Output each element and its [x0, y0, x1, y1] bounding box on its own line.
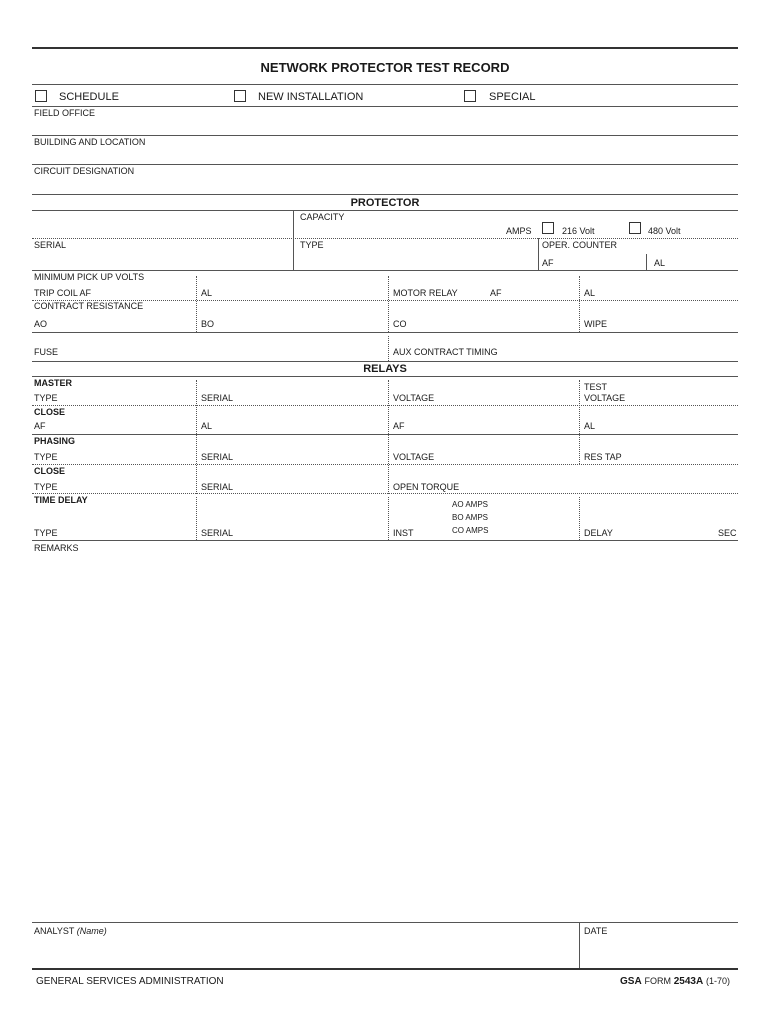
circuit-designation-label: CIRCUIT DESIGNATION: [34, 166, 135, 176]
motor-al-label: AL: [584, 288, 596, 298]
rule: [32, 210, 738, 211]
phasing-heading: PHASING: [34, 436, 76, 446]
rule: [32, 376, 738, 377]
test-voltage-label-2: VOLTAGE: [584, 393, 626, 403]
special-checkbox[interactable]: [464, 90, 476, 102]
col-divider: [579, 380, 580, 464]
master-serial-label: SERIAL: [201, 393, 234, 403]
col-divider: [646, 254, 647, 270]
bo-label: BO: [201, 319, 215, 329]
form-id: [620, 977, 730, 987]
type-label: TYPE: [300, 240, 324, 250]
capacity-label: CAPACITY: [300, 212, 345, 222]
bo-amps-label: BO AMPS: [452, 513, 489, 522]
analyst-label: [34, 927, 107, 936]
analyst-text: ANALYST: [34, 926, 75, 936]
close1-af2-label: AF: [393, 421, 405, 431]
col-divider: [293, 210, 294, 270]
col-divider: [196, 497, 197, 540]
contact-resistance-label: CONTRACT RESISTANCE: [34, 301, 144, 311]
td-type-label: TYPE: [34, 528, 58, 538]
time-delay-heading: TIME DELAY: [34, 495, 88, 505]
analyst-name-hint: (Name): [76, 926, 107, 936]
col-divider: [388, 497, 389, 540]
rule: [32, 84, 738, 85]
open-torque-label: OPEN TORQUE: [393, 482, 460, 492]
form-gsa: GSA: [620, 976, 642, 987]
rule: [32, 434, 738, 435]
close1-al2-label: AL: [584, 421, 596, 431]
ao-amps-label: AO AMPS: [452, 500, 489, 509]
new-installation-label: NEW INSTALLATION: [258, 91, 364, 103]
co-label: CO: [393, 319, 407, 329]
page-title: NETWORK PROTECTOR TEST RECORD: [260, 60, 510, 75]
oper-counter-label: OPER. COUNTER: [542, 240, 618, 250]
rule: [32, 194, 738, 195]
col-divider: [388, 276, 389, 332]
wipe-label: WIPE: [584, 319, 608, 329]
oper-af-label: AF: [542, 258, 554, 268]
top-rule: [32, 47, 738, 49]
rule: [32, 922, 738, 923]
phasing-type-label: TYPE: [34, 452, 58, 462]
field-office-label: FIELD OFFICE: [34, 108, 96, 118]
master-heading: MASTER: [34, 378, 72, 388]
relays-heading: RELAYS: [363, 363, 407, 375]
res-tap-label: RES TAP: [584, 452, 622, 462]
rule: [32, 361, 738, 362]
form-revision: (1-70): [705, 976, 730, 986]
aux-timing-label: AUX CONTRACT TIMING: [393, 347, 498, 357]
col-divider: [196, 276, 197, 332]
rule: [32, 332, 738, 333]
rule: [32, 540, 738, 541]
special-label: SPECIAL: [489, 91, 536, 103]
new-installation-checkbox[interactable]: [234, 90, 246, 102]
delay-label: DELAY: [584, 528, 613, 538]
amps-label: AMPS: [506, 226, 532, 236]
trip-al-label: AL: [201, 288, 213, 298]
motor-relay-label: MOTOR RELAY: [393, 288, 458, 298]
close2-serial-label: SERIAL: [201, 482, 234, 492]
protector-heading: PROTECTOR: [350, 197, 420, 209]
col-divider: [196, 380, 197, 494]
dotted-rule: [32, 238, 738, 239]
test-voltage-label-1: TEST: [584, 382, 608, 392]
volt-480-checkbox[interactable]: [629, 222, 641, 234]
rule: [32, 135, 738, 136]
col-divider: [579, 276, 580, 332]
col-divider: [388, 380, 389, 494]
col-divider: [538, 238, 539, 270]
phasing-voltage-label: VOLTAGE: [393, 452, 435, 462]
ao-label: AO: [34, 319, 48, 329]
serial-label: SERIAL: [34, 240, 67, 250]
motor-af-label: AF: [490, 288, 502, 298]
trip-coil-af-label: TRIP COIL AF: [34, 288, 92, 298]
close2-heading: CLOSE: [34, 466, 66, 476]
col-divider: [388, 336, 389, 361]
volt-480-label: 480 Volt: [648, 226, 681, 236]
building-location-label: BUILDING AND LOCATION: [34, 137, 146, 147]
form-number: 2543A: [673, 976, 704, 987]
oper-al-label: AL: [654, 258, 666, 268]
sec-label: SEC: [718, 528, 737, 538]
phasing-serial-label: SERIAL: [201, 452, 234, 462]
close2-type-label: TYPE: [34, 482, 58, 492]
close1-al-label: AL: [201, 421, 213, 431]
fuse-label: FUSE: [34, 347, 59, 357]
dotted-rule: [32, 464, 738, 465]
volt-216-label: 216 Volt: [562, 226, 595, 236]
agency-name: GENERAL SERVICES ADMINISTRATION: [36, 976, 224, 987]
schedule-checkbox[interactable]: [35, 90, 47, 102]
form-word: FORM: [644, 976, 671, 986]
rule: [32, 164, 738, 165]
volt-216-checkbox[interactable]: [542, 222, 554, 234]
dotted-rule: [32, 405, 738, 406]
td-serial-label: SERIAL: [201, 528, 234, 538]
close1-af-label: AF: [34, 421, 46, 431]
col-divider: [579, 497, 580, 540]
min-pickup-label: MINIMUM PICK UP VOLTS: [34, 272, 145, 282]
schedule-label: SCHEDULE: [59, 91, 119, 103]
master-type-label: TYPE: [34, 393, 58, 403]
remarks-label: REMARKS: [34, 543, 79, 553]
rule: [32, 270, 738, 271]
close1-heading: CLOSE: [34, 407, 66, 417]
dotted-rule: [32, 493, 738, 494]
inst-label: INST: [393, 528, 414, 538]
col-divider: [579, 922, 580, 968]
date-label: DATE: [584, 926, 608, 936]
master-voltage-label: VOLTAGE: [393, 393, 435, 403]
co-amps-label: CO AMPS: [452, 526, 489, 535]
rule: [32, 106, 738, 107]
bottom-rule: [32, 968, 738, 970]
